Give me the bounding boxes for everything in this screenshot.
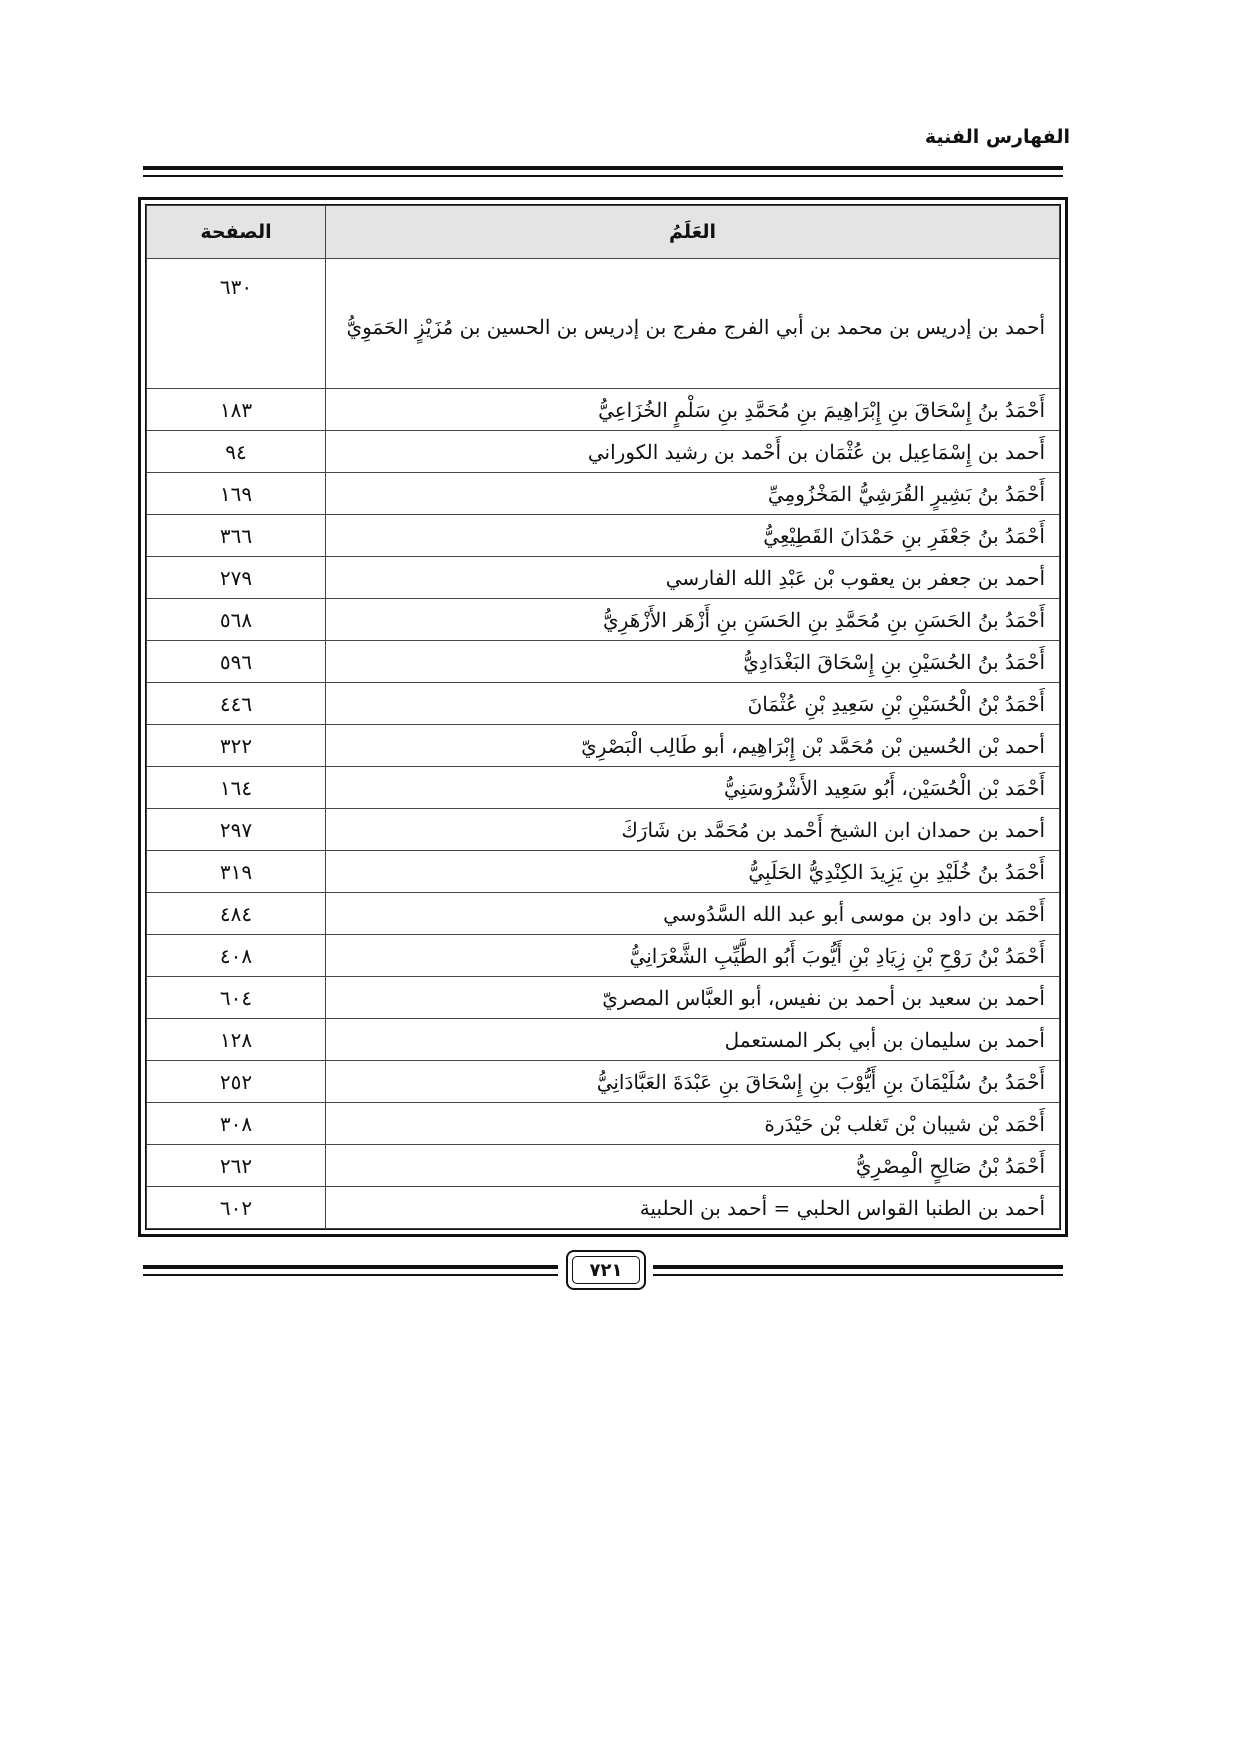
- table-row: [147, 515, 1060, 557]
- entry-name: أحمد بن سليمان بن أبي بكر المستعمل: [326, 1019, 1060, 1061]
- entry-name: أَحْمَدُ بنُ جَعْفَرِ بنِ حَمْدَانَ القَطِيْعِيُّ: [326, 515, 1060, 557]
- table-row: [147, 1145, 1060, 1187]
- entry-name: أَحْمَدُ بنُ بَشِيرٍ القُرَشِيُّ المَخْزُومِيِّ: [326, 473, 1060, 515]
- entry-name: أَحْمَدُ بنُ سُلَيْمَانَ بنِ أَيُّوْبَ بنِ إِسْحَاقَ بنِ عَبْدَةَ العَبَّادَانِيُّ: [326, 1061, 1060, 1103]
- entry-page: ٣٢٢: [147, 725, 326, 767]
- table-row: [147, 389, 1060, 431]
- entry-name: أحمد بن حمدان ابن الشيخ أَحْمد بن مُحَمَّد بن شَارَكَ: [326, 809, 1060, 851]
- table-row: [147, 809, 1060, 851]
- index-table: [146, 205, 1060, 1229]
- entry-page: ٦٠٤: [147, 977, 326, 1019]
- table-row: [147, 725, 1060, 767]
- entry-name: أَحْمَد بن داود بن موسى أبو عبد الله السَّدُوسي: [326, 893, 1060, 935]
- entry-page: ٣٠٨: [147, 1103, 326, 1145]
- header-rule-thick: [143, 166, 1063, 170]
- entry-name: أَحْمَد بْن الْحُسَيْن، أَبُو سَعِيد الأَشْرُوسَنِيُّ: [326, 767, 1060, 809]
- entry-page: ٤٠٨: [147, 935, 326, 977]
- entry-page: ١٦٩: [147, 473, 326, 515]
- entry-page: ٣١٩: [147, 851, 326, 893]
- table-row: [147, 683, 1060, 725]
- column-header-name: العَلَمُ: [326, 206, 1060, 259]
- table-row: [147, 1019, 1060, 1061]
- table-header-row: [147, 206, 1060, 259]
- entry-name: أحمد بن الطنبا القواس الحلبي = أحمد بن الحلبية: [326, 1187, 1060, 1229]
- entry-name: أحمد بْن الحُسين بْن مُحَمَّد بْن إِبْرَاهِيم، أبو طَالِب الْبَصْرِيّ: [326, 725, 1060, 767]
- entry-name: أَحْمَد بْن شيبان بْن تَغلب بْن حَيْدَرة: [326, 1103, 1060, 1145]
- entry-page: ٢٥٢: [147, 1061, 326, 1103]
- page-number-frame: [566, 1250, 646, 1290]
- column-header-page: الصفحة: [147, 206, 326, 259]
- entry-name: أَحمد بن إِسْمَاعِيل بن عُثْمَان بن أَحْمد بن رشيد الكوراني: [326, 431, 1060, 473]
- table-row: [147, 935, 1060, 977]
- index-table-inner-border: [145, 204, 1061, 1230]
- entry-name: أَحْمَدُ بْنُ صَالِحٍ الْمِصْرِيُّ: [326, 1145, 1060, 1187]
- entry-page: ٩٤: [147, 431, 326, 473]
- entry-name: أَحْمَدُ بْنُ رَوْحِ بْنِ زِيَادِ بْنِ أَيُّوبَ أَبُو الطَّيِّبِ الشَّعْرَانِيُّ: [326, 935, 1060, 977]
- table-row: [147, 851, 1060, 893]
- entry-page: ٦٣٠: [147, 259, 326, 389]
- entry-name: أَحْمَدُ بنُ خُلَيْدِ بنِ يَزِيدَ الكِنْدِيُّ الحَلَبِيُّ: [326, 851, 1060, 893]
- table-row: [147, 767, 1060, 809]
- entry-name: أَحْمَدُ بنُ إِسْحَاقَ بنِ إِبْرَاهِيمَ بنِ مُحَمَّدِ بنِ سَلْمٍ الخُزَاعِيُّ: [326, 389, 1060, 431]
- footer-rule-right-thin: [653, 1274, 1063, 1276]
- entry-name: أحمد بن جعفر بن يعقوب بْن عَبْدِ الله الفارسي: [326, 557, 1060, 599]
- entry-page: ٢٦٢: [147, 1145, 326, 1187]
- entry-page: ١٢٨: [147, 1019, 326, 1061]
- entry-page: ٤٨٤: [147, 893, 326, 935]
- entry-page: ١٦٤: [147, 767, 326, 809]
- table-row: [147, 1103, 1060, 1145]
- entry-page: ٤٤٦: [147, 683, 326, 725]
- entry-name: أحمد بن سعيد بن أحمد بن نفيس، أبو العبَّاس المصريّ: [326, 977, 1060, 1019]
- table-row: [147, 431, 1060, 473]
- table-row: [147, 1187, 1060, 1229]
- page-number: ٧٢١: [589, 1259, 623, 1281]
- entry-page: ٥٦٨: [147, 599, 326, 641]
- index-table-frame: [138, 197, 1068, 1237]
- entry-name: أَحْمَدُ بنُ الحَسَنِ بنِ مُحَمَّدِ بنِ الحَسَنِ بنِ أَزْهَر الأَزْهَرِيُّ: [326, 599, 1060, 641]
- footer-rule-left-thin: [143, 1274, 558, 1276]
- table-row: [147, 893, 1060, 935]
- table-row: [147, 259, 1060, 389]
- table-row: [147, 557, 1060, 599]
- entry-name: أَحْمَدُ بْنُ الْحُسَيْنِ بْنِ سَعِيدِ بْنِ عُثْمَانَ: [326, 683, 1060, 725]
- footer-rule-left-thick: [143, 1265, 558, 1269]
- entry-page: ٥٩٦: [147, 641, 326, 683]
- running-header-title: الفهارس الفنية: [924, 126, 1070, 148]
- entry-page: ٢٧٩: [147, 557, 326, 599]
- entry-page: ٣٦٦: [147, 515, 326, 557]
- footer-rule-right-thick: [653, 1265, 1063, 1269]
- entry-name: أَحْمَدُ بنُ الحُسَيْنِ بنِ إِسْحَاقَ البَغْدَادِيُّ: [326, 641, 1060, 683]
- entry-page: ١٨٣: [147, 389, 326, 431]
- header-rule-thin: [143, 175, 1063, 177]
- entry-name: أحمد بن إدريس بن محمد بن أبي الفرج مفرج بن إدريس بن الحسين بن مُزَيْزٍ الحَمَوِيُّ: [326, 259, 1060, 389]
- table-row: [147, 599, 1060, 641]
- entry-page: ٦٠٢: [147, 1187, 326, 1229]
- entry-page: ٢٩٧: [147, 809, 326, 851]
- table-row: [147, 641, 1060, 683]
- table-row: [147, 977, 1060, 1019]
- table-row: [147, 473, 1060, 515]
- table-row: [147, 1061, 1060, 1103]
